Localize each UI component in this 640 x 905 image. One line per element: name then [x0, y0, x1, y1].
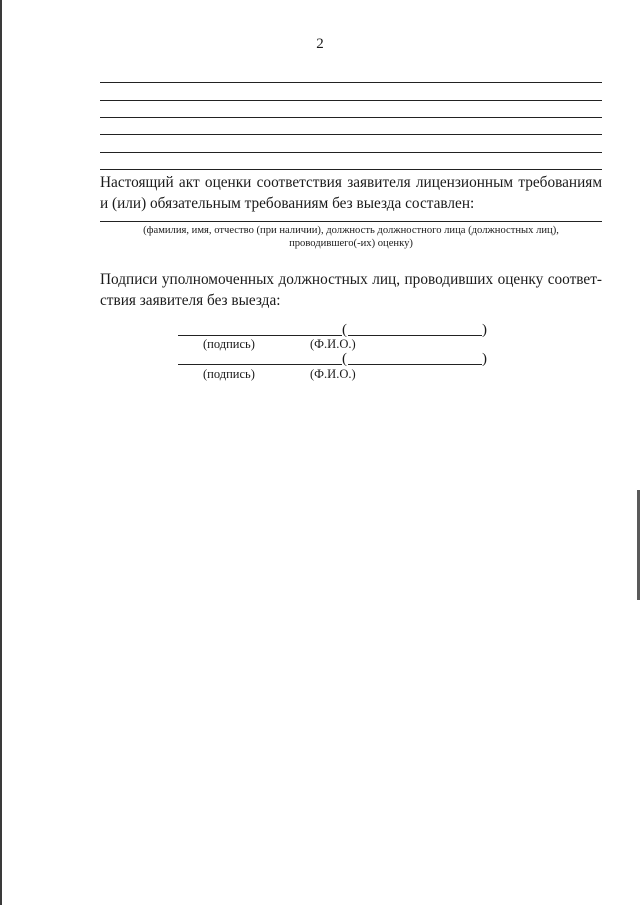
name-label: (Ф.И.О.) — [310, 367, 356, 381]
name-label: (Ф.И.О.) — [310, 337, 356, 351]
blank-line-2 — [100, 100, 602, 101]
name-close-paren: ) — [482, 351, 487, 367]
page-number: 2 — [316, 36, 324, 52]
signature-fill-line — [178, 364, 342, 365]
blank-line-4 — [100, 134, 602, 135]
signature-label: (подпись) — [203, 337, 255, 351]
compiler-caption-line2: проводившего(-их) оценку) — [289, 238, 413, 249]
scan-left-edge — [0, 0, 2, 905]
blank-line-3 — [100, 117, 602, 118]
name-fill-line — [348, 364, 482, 365]
name-open-paren: ( — [342, 351, 347, 367]
name-open-paren: ( — [342, 322, 347, 338]
blank-line-1 — [100, 82, 602, 83]
blank-line-5 — [100, 152, 602, 153]
name-fill-line — [348, 335, 482, 336]
signature-label: (подпись) — [203, 367, 255, 381]
statement-paragraph: Настоящий акт оценки соответствия заявителя лицензионным требованиям и (или) обязательным требованиям без выезда составлен: — [100, 174, 602, 212]
blank-line-6 — [100, 169, 602, 170]
signature-fill-line — [178, 335, 342, 336]
compiler-caption-line1: (фамилия, имя, отчество (при наличии), должность должностного лица (должностных лиц), — [143, 225, 559, 236]
name-close-paren: ) — [482, 322, 487, 338]
compiler-fill-line — [100, 221, 602, 222]
signatures-intro-paragraph: Подписи уполномоченных должностных лиц, проводивших оценку соответ-ствия заявителя без выезда: — [100, 271, 602, 309]
